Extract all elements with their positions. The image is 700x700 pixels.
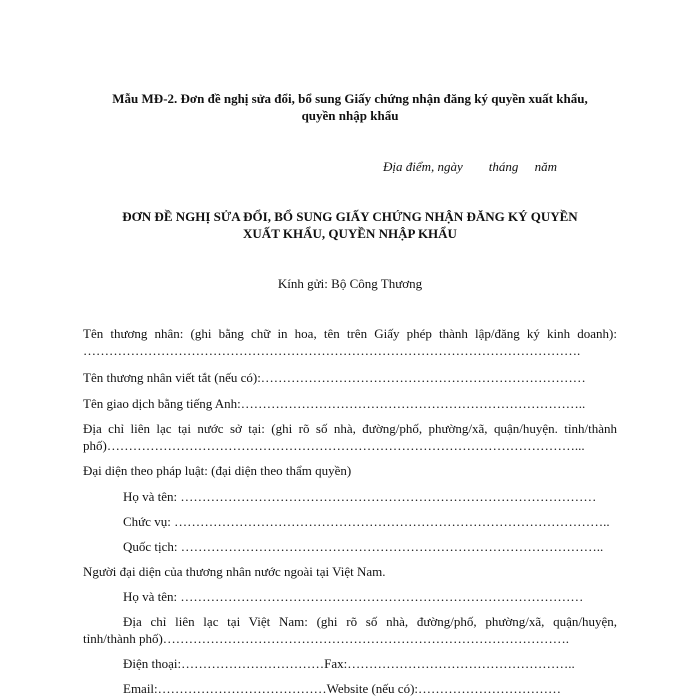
rep-position-field: Chức vụ: ………………………………………………………………………………………..	[123, 514, 610, 529]
vn-rep-name-field: Họ và tên: …………………………………………………………………………………	[123, 589, 584, 604]
doc-heading-line1: ĐƠN ĐỀ NGHỊ SỬA ĐỔI, BỔ SUNG GIẤY CHỨNG NHẬN ĐĂNG KÝ QUYỀN	[122, 209, 578, 224]
addressee: Kính gửi: Bộ Công Thương	[277, 276, 423, 291]
address-line1: Địa chỉ liên lạc tại nước sở tại: (ghi rõ số nhà, đường/phố, phường/xã, quận/huyện. tỉnh/thành	[83, 421, 617, 436]
phone-fax-field: Điện thoại:……………………………Fax:……………………………………………..	[123, 656, 575, 671]
doc-heading-line2: XUẤT KHẨU, QUYỀN NHẬP KHẨU	[243, 226, 457, 241]
address-line2: phố)………………………………………………………………………………………………...	[83, 438, 585, 453]
form-title-line1: Mẫu MĐ-2. Đơn đề nghị sửa đổi, bổ sung Giấy chứng nhận đăng ký quyền xuất khẩu,	[112, 91, 588, 106]
vn-address-line1: Địa chỉ liên lạc tại Việt Nam: (ghi rõ số nhà, đường/phố, phường/xã, quận/huyện,	[123, 614, 617, 629]
trader-name-line2: …………………………………………………………………………………………………….	[83, 343, 581, 358]
legal-rep-heading: Đại diện theo pháp luật: (đại diện theo thẩm quyền)	[83, 463, 352, 478]
place-date: Địa điểm, ngày tháng năm	[383, 159, 558, 174]
form-title-line2: quyền nhập khẩu	[301, 108, 399, 123]
short-name-field: Tên thương nhân viết tắt (nếu có):…………………………………………………………………	[83, 370, 586, 385]
english-name-field: Tên giao dịch bằng tiếng Anh:……………………………………………………………………..	[83, 396, 586, 411]
vn-rep-heading: Người đại diện của thương nhân nước ngoài tại Việt Nam.	[83, 564, 386, 579]
rep-nationality-field: Quốc tịch: ……………………………………………………………………………………..	[123, 539, 604, 554]
vn-address-line2: tỉnh/thành phố)………………………………………………………………………………….	[83, 631, 570, 646]
email-website-field: Email:…………………………………Website (nếu có):……………………………	[123, 681, 562, 696]
trader-name-line1: Tên thương nhân: (ghi bằng chữ in hoa, tên trên Giấy phép thành lập/đăng ký kinh doanh):	[83, 326, 617, 341]
rep-name-field: Họ và tên: ……………………………………………………………………………………	[123, 489, 597, 504]
